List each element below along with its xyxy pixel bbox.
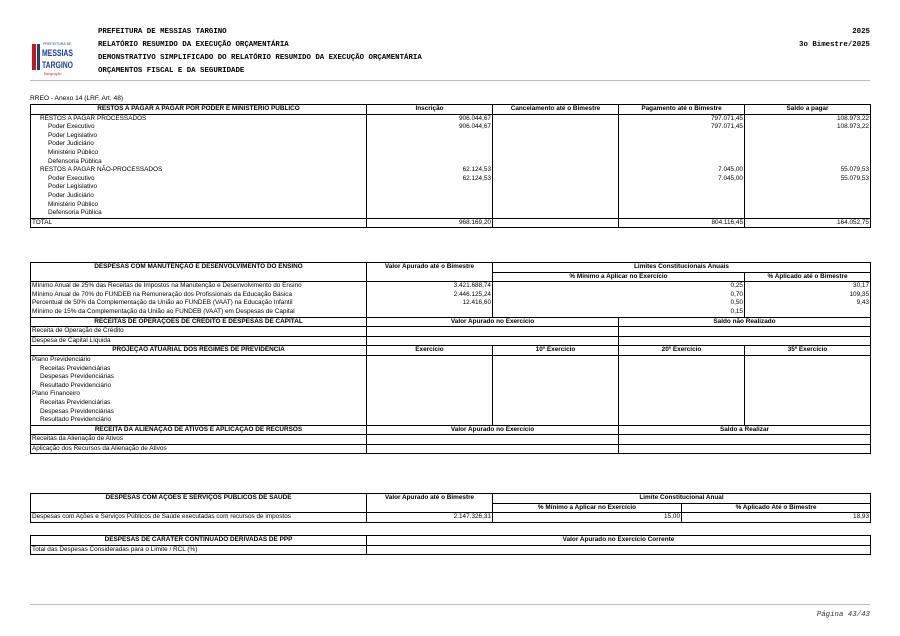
cell-value: 55.079,53 (745, 166, 871, 175)
row-label: Receitas Previdenciárias (31, 399, 367, 408)
cell-value (619, 149, 745, 158)
ensino-header: DESPESAS COM MANUTENÇÃO E DESENVOLVIMENTO DO ENSINO (31, 263, 367, 282)
ppp-header: DESPESAS DE CARÁTER CONTINUADO DERIVADAS DE PPP (31, 536, 367, 546)
table-row (31, 444, 871, 454)
total-value (493, 218, 619, 228)
table-row (31, 399, 871, 408)
cell-value (367, 140, 493, 149)
cell-value (493, 140, 619, 149)
saude-valor-header: Valor Apurado até o Bimestre (367, 494, 493, 513)
cell-value (493, 192, 619, 201)
cell-value (745, 201, 871, 210)
restos-header-saldo: Saldo a pagar (745, 105, 871, 115)
row-label: Poder Judiciário (31, 140, 367, 149)
row-label: Ministério Público (31, 201, 367, 210)
table-row (31, 545, 871, 555)
ensino-limites-header: Limites Constitucionais Anuais (493, 263, 871, 273)
cell-value (745, 158, 871, 167)
cell-value: 7.045,00 (619, 175, 745, 184)
ensino-table (30, 262, 871, 454)
table-row (31, 192, 871, 201)
row-label: Poder Executivo (31, 175, 367, 184)
cell-value: 9,43 (745, 299, 871, 308)
cell-value (493, 166, 619, 175)
row-label: RESTOS A PAGAR PROCESSADOS (31, 114, 367, 123)
previdencia-header: PROJEÇÃO ATUARIAL DOS REGIMES DE PREVIDÊNCIA (31, 346, 367, 356)
table-row (31, 183, 871, 192)
cell-value (745, 140, 871, 149)
row-label: Poder Judiciário (31, 192, 367, 201)
row-label: Mínimo Anual de 70% do FUNDEB na Remuneração dos Profissionais da Educação Básica (31, 291, 367, 300)
table-row (31, 166, 871, 175)
cell-value (619, 183, 745, 192)
cell-value: 30,17 (745, 282, 871, 291)
table-row (31, 373, 871, 382)
credito-col1: Valor Apurado no Exercício (367, 317, 619, 327)
table-row (31, 408, 871, 417)
row-label: Receitas da Alienação de Ativos (31, 435, 367, 445)
cell-value (367, 158, 493, 167)
row-label: Plano Previdenciário (31, 355, 367, 364)
table-row (31, 355, 871, 364)
cell-value: 0,70 (493, 291, 745, 300)
cell-value (493, 158, 619, 167)
cell-value (367, 183, 493, 192)
row-label: RESTOS A PAGAR NÃO-PROCESSADOS (31, 166, 367, 175)
cell-value: 7.045,00 (619, 166, 745, 175)
row-label: Total das Despesas Consideradas para o Limite / RCL (%) (31, 545, 367, 555)
cell-value: 2.446.125,24 (367, 291, 493, 300)
cell-value (493, 114, 619, 123)
row-label: Poder Legislativo (31, 183, 367, 192)
cell-value: 0,15 (493, 308, 745, 317)
ensino-min-header: % Mínimo a Aplicar no Exercício (493, 272, 745, 282)
ensino-valor-header: Valor Apurado até o Bimestre (367, 263, 493, 282)
table-row (31, 327, 871, 337)
row-label: Mínimo Anual de 25% das Receitas de Impostos na Manutenção e Desenvolvimento do Ensino (31, 282, 367, 291)
table-row (31, 201, 871, 210)
cell-value (493, 149, 619, 158)
table-row (31, 282, 871, 291)
report-header (30, 26, 870, 78)
cell-value (619, 201, 745, 210)
cell-value (745, 183, 871, 192)
cell-value (745, 132, 871, 141)
cell-value (367, 192, 493, 201)
logo-text-2: MESSIAS (42, 48, 73, 59)
cell-value (619, 209, 745, 218)
header-line-3: DEMONSTRATIVO SIMPLIFICADO DO RELATÓRIO RESUMIDO DA EXECUÇÃO ORÇAMENTÁRIA (98, 54, 422, 62)
cell-value (745, 149, 871, 158)
row-label: Receitas Previdenciárias (31, 365, 367, 374)
logo-text-4: Integração (44, 71, 62, 76)
restos-header-cancelamento: Cancelamento até o Bimestre (493, 105, 619, 115)
table-row (31, 140, 871, 149)
alienacao-header: RECEITA DA ALIENAÇÃO DE ATIVOS E APLICAÇÃO DE RECURSOS (31, 425, 367, 435)
restos-header-pagamento: Pagamento até o Bimestre (619, 105, 745, 115)
header-year: 2025 (852, 28, 870, 36)
cell-value: 797.071,45 (619, 114, 745, 123)
cell-value: 12.416,60 (367, 299, 493, 308)
row-label: Despesas com Ações e Serviços Públicos de Saúde executadas com recursos de impostos (31, 513, 367, 523)
ppp-col: Valor Apurado no Exercício Corrente (367, 536, 871, 546)
total-row (31, 218, 871, 228)
saude-limite-header: Limite Constitucional Anual (493, 494, 871, 504)
previdencia-col: 35º Exercício (745, 346, 871, 356)
alienacao-col2: Saldo a Realizar (619, 425, 871, 435)
saude-min-header: % Mínimo a Aplicar no Exercício (493, 503, 682, 513)
header-line-2: RELATÓRIO RESUMIDO DA EXECUÇÃO ORÇAMENTÁRIA (98, 41, 289, 49)
cell-value (367, 308, 493, 317)
cell-value (493, 175, 619, 184)
cell-value (493, 123, 619, 132)
cell-value: 906.044,67 (367, 123, 493, 132)
ensino-apl-header: % Aplicado até o Bimestre (745, 272, 871, 282)
saude-table (30, 493, 871, 523)
page-number: Página 43/43 (816, 611, 870, 619)
annex-label: RREO - Anexo 14 (LRF, Art. 48) (30, 95, 124, 102)
row-label: Defensoria Pública (31, 158, 367, 167)
cell-value (745, 308, 871, 317)
table-row (31, 123, 871, 132)
saude-apl-header: % Aplicado Até o Bimestre (682, 503, 871, 513)
cell-value: 15,00 (493, 513, 682, 523)
row-label: Despesas Previdenciárias (31, 373, 367, 382)
header-line-4: ORÇAMENTOS FISCAL E DA SEGURIDADE (98, 67, 245, 75)
cell-value: 18,93 (682, 513, 871, 523)
cell-value (367, 132, 493, 141)
header-period: 3o Bimestre/2025 (799, 41, 870, 49)
row-label: Ministério Público (31, 149, 367, 158)
cell-value (493, 209, 619, 218)
table-row (31, 132, 871, 141)
header-divider (30, 80, 870, 81)
header-line-1: PREFEITURA DE MESSIAS TARGINO (98, 28, 227, 36)
cell-value: 62.124,53 (367, 175, 493, 184)
cell-value: 62.124,53 (367, 166, 493, 175)
row-label: Mínimo de 15% da Complementação da União ao FUNDEB (VAAT) em Despesas de Capital (31, 308, 367, 317)
row-label: Despesas Previdenciárias (31, 408, 367, 417)
cell-value (745, 209, 871, 218)
cell-value: 0,50 (493, 299, 745, 308)
credito-header: RECEITAS DE OPERAÇÕES DE CRÉDITO E DESPESAS DE CAPITAL (31, 317, 367, 327)
row-label: Despesa de Capital Líquida (31, 336, 367, 346)
table-row (31, 513, 871, 523)
total-label: TOTAL (31, 218, 367, 228)
row-label: Resultado Previdenciário (31, 382, 367, 391)
credito-col2: Saldo não Realizado (619, 317, 871, 327)
cell-value: 108.973,22 (745, 123, 871, 132)
table-row (31, 416, 871, 425)
cell-value (493, 183, 619, 192)
cell-value: 108.973,22 (745, 114, 871, 123)
prefeitura-logo (30, 38, 74, 78)
cell-value: 906.044,67 (367, 114, 493, 123)
row-label: Plano Financeiro (31, 390, 367, 399)
saude-header: DESPESAS COM AÇÕES E SERVIÇOS PÚBLICOS DE SAÚDE (31, 494, 367, 513)
table-row (31, 308, 871, 317)
cell-value (745, 192, 871, 201)
previdencia-col: 10º Exercício (493, 346, 619, 356)
total-value: 968.169,20 (367, 218, 493, 228)
restos-header-inscricao: Inscrição (367, 105, 493, 115)
previdencia-col: 20º Exercício (619, 346, 745, 356)
cell-value (493, 132, 619, 141)
footer-divider (30, 604, 870, 605)
row-label: Poder Legislativo (31, 132, 367, 141)
row-label: Defensoria Pública (31, 209, 367, 218)
total-value: 804.116,45 (619, 218, 745, 228)
cell-value (619, 192, 745, 201)
cell-value: 0,25 (493, 282, 745, 291)
restos-header-label: RESTOS A PAGAR A PAGAR POR PODER E MINISTÉRIO PÚBLICO (31, 105, 367, 115)
table-row (31, 299, 871, 308)
cell-value (619, 140, 745, 149)
cell-value: 2.147.326,31 (367, 513, 493, 523)
logo-text-1: PREFEITURA DE (43, 42, 72, 46)
table-row (31, 390, 871, 399)
cell-value (619, 158, 745, 167)
restos-table (30, 104, 871, 228)
table-row (31, 336, 871, 346)
table-row (31, 158, 871, 167)
previdencia-col: Exercício (367, 346, 493, 356)
table-row (31, 149, 871, 158)
table-row (31, 382, 871, 391)
cell-value: 797.071,45 (619, 123, 745, 132)
cell-value: 55.079,53 (745, 175, 871, 184)
table-row (31, 291, 871, 300)
cell-value: 109,35 (745, 291, 871, 300)
cell-value (367, 149, 493, 158)
alienacao-col1: Valor Apurado no Exercício (367, 425, 619, 435)
table-row (31, 365, 871, 374)
row-label: Poder Executivo (31, 123, 367, 132)
table-row (31, 114, 871, 123)
row-label: Aplicação dos Recursos da Alienação de Ativos (31, 444, 367, 454)
ppp-table (30, 535, 871, 555)
cell-value (619, 132, 745, 141)
cell-value: 3.421.688,74 (367, 282, 493, 291)
total-value: 164.052,75 (745, 218, 871, 228)
row-label: Percentual de 50% da Complementação da União ao FUNDEB (VAAT) na Educação Infantil (31, 299, 367, 308)
cell-value (367, 201, 493, 210)
row-label: Receita de Operação de Crédito (31, 327, 367, 337)
table-row (31, 209, 871, 218)
table-row (31, 435, 871, 445)
cell-value (493, 201, 619, 210)
cell-value (367, 209, 493, 218)
logo-text-3: TARGINO (42, 60, 73, 71)
table-row (31, 175, 871, 184)
row-label: Resultado Previdenciário (31, 416, 367, 425)
